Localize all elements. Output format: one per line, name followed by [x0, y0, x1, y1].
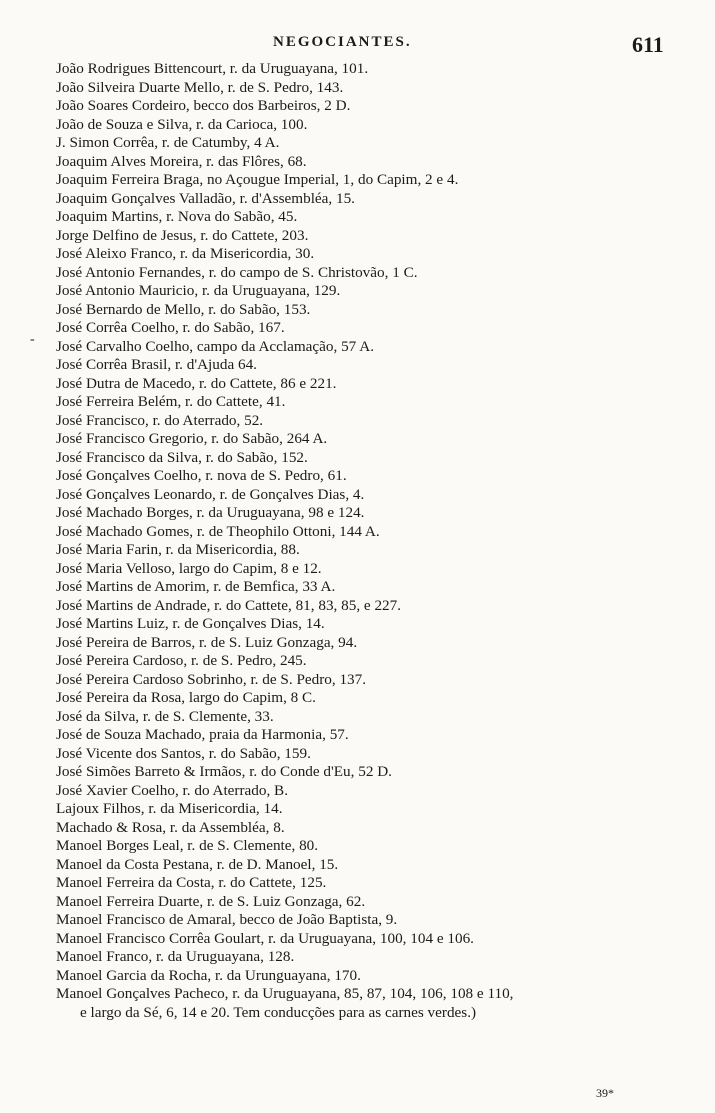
- page-number: 611: [632, 32, 664, 57]
- list-item: José Martins de Amorim, r. de Bemfica, 33 A.: [56, 578, 336, 595]
- list-item: José Francisco Gregorio, r. do Sabão, 264 A.: [56, 430, 328, 447]
- list-item: João Silveira Duarte Mello, r. de S. Pedro, 143.: [56, 78, 344, 96]
- list-item: José Dutra de Macedo, r. do Cattete, 86 e 221.: [56, 374, 337, 392]
- list-item: Manoel Garcia da Rocha, r. da Urunguayana, 170.: [56, 966, 361, 984]
- list-item: José Simões Barreto & Irmãos, r. do Conde d'Eu, 52 D.: [56, 763, 392, 780]
- list-item: José Gonçalves Leonardo, r. de Gonçalves Dias, 4.: [56, 485, 365, 503]
- margin-mark: -: [30, 332, 35, 347]
- list-item: José Francisco, r. do Aterrado, 52.: [56, 411, 264, 429]
- list-item: José Pereira Cardoso Sobrinho, r. de S. Pedro, 137.: [56, 670, 367, 688]
- list-item: José Xavier Coelho, r. do Aterrado, B.: [56, 781, 288, 799]
- list-item: José Antonio Fernandes, r. do campo de S. Christovão, 1 C.: [56, 263, 418, 281]
- list-item: Manoel Francisco Corrêa Goulart, r. da Uruguayana, 100, 104 e 106.: [56, 929, 474, 947]
- list-item: João Rodrigues Bittencourt, r. da Uruguayana, 101.: [56, 60, 369, 77]
- list-item: José Bernardo de Mello, r. do Sabão, 153.: [56, 300, 311, 318]
- list-item: J. Simon Corrêa, r. de Catumby, 4 A.: [56, 134, 280, 151]
- list-item: José Corrêa Brasil, r. d'Ajuda 64.: [56, 356, 257, 373]
- list-item: José Maria Velloso, largo do Capim, 8 e 12.: [56, 559, 322, 577]
- list-item: José Pereira da Rosa, largo do Capim, 8 C.: [56, 689, 316, 706]
- list-item: José Maria Farin, r. da Misericordia, 88.: [56, 541, 300, 558]
- running-head: NEGOCIANTES.: [273, 34, 412, 50]
- list-item: José Corrêa Coelho, r. do Sabão, 167.: [56, 319, 285, 336]
- list-item: José Martins Luiz, r. de Gonçalves Dias, 14.: [56, 615, 325, 632]
- list-item: Joaquim Alves Moreira, r. das Flôres, 68.: [56, 152, 307, 170]
- list-item: José de Souza Machado, praia da Harmonia, 57.: [56, 726, 349, 743]
- list-item: Joaquim Gonçalves Valladão, r. d'Assembléa, 15.: [56, 189, 355, 207]
- list-item: João de Souza e Silva, r. da Carioca, 100.: [56, 115, 308, 133]
- list-item: José Vicente dos Santos, r. do Sabão, 159.: [56, 744, 311, 762]
- list-item: Manoel Franco, r. da Uruguayana, 128.: [56, 948, 295, 965]
- list-item: Joaquim Ferreira Braga, no Açougue Imperial, 1, do Capim, 2 e 4.: [56, 171, 459, 188]
- list-item: José Pereira Cardoso, r. de S. Pedro, 245.: [56, 652, 307, 669]
- list-item: José Francisco da Silva, r. do Sabão, 152.: [56, 448, 308, 466]
- list-item: Machado & Rosa, r. da Assembléa, 8.: [56, 818, 285, 836]
- merchant-list: [0, 60, 715, 1022]
- list-item: Manoel Ferreira Duarte, r. de S. Luiz Gonzaga, 62.: [56, 892, 366, 910]
- list-item: Joaquim Martins, r. Nova do Sabão, 45.: [56, 208, 298, 225]
- list-item: José Pereira de Barros, r. de S. Luiz Gonzaga, 94.: [56, 633, 358, 651]
- list-item: Manoel Gonçalves Pacheco, r. da Uruguayana, 85, 87, 104, 106, 108 e 110,: [56, 985, 514, 1002]
- list-item: José da Silva, r. de S. Clemente, 33.: [56, 707, 274, 725]
- list-item-continuation: e largo da Sé, 6, 14 e 20. Tem conducções para as carnes verdes.): [80, 1003, 477, 1021]
- list-item: Manoel Francisco de Amaral, becco de João Baptista, 9.: [56, 911, 398, 928]
- list-item: José Machado Borges, r. da Uruguayana, 98 e 124.: [56, 504, 365, 521]
- list-item: José Antonio Mauricio, r. da Uruguayana, 129.: [56, 282, 341, 299]
- page-header: [0, 30, 715, 60]
- list-item: Jorge Delfino de Jesus, r. do Cattete, 203.: [56, 226, 309, 244]
- list-item: José Machado Gomes, r. de Theophilo Ottoni, 144 A.: [56, 522, 380, 540]
- list-item: José Gonçalves Coelho, r. nova de S. Pedro, 61.: [56, 467, 347, 484]
- list-item: José Aleixo Franco, r. da Misericordia, 30.: [56, 245, 315, 262]
- signature-mark: 39*: [596, 1086, 614, 1100]
- list-item: José Carvalho Coelho, campo da Acclamação, 57 A.: [56, 337, 375, 355]
- list-item: Manoel Borges Leal, r. de S. Clemente, 80.: [56, 837, 319, 854]
- list-item: João Soares Cordeiro, becco dos Barbeiros, 2 D.: [56, 97, 351, 114]
- list-item: José Martins de Andrade, r. do Cattete, 81, 83, 85, e 227.: [56, 596, 402, 614]
- list-item: Lajoux Filhos, r. da Misericordia, 14.: [56, 800, 283, 817]
- list-item: José Ferreira Belém, r. do Cattete, 41.: [56, 393, 286, 410]
- list-item: Manoel da Costa Pestana, r. de D. Manoel, 15.: [56, 855, 339, 873]
- list-item: Manoel Ferreira da Costa, r. do Cattete, 125.: [56, 874, 327, 891]
